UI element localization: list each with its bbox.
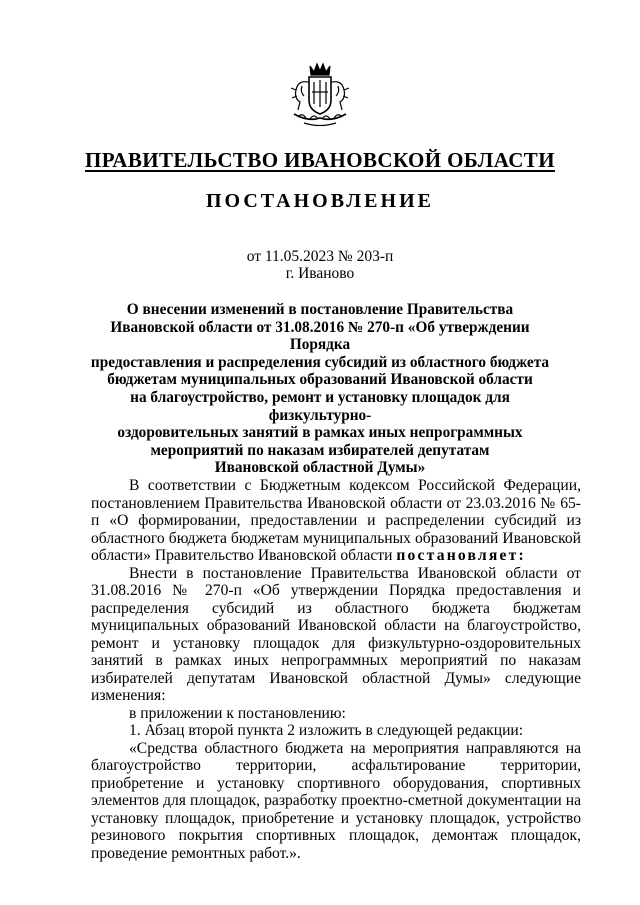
preamble-text: В соответствии с Бюджетным кодексом Российской Федерации, постановлением Правительства Ивановской области от 23.03.2016 № 65-п «О формировании, предоставлении и распределении субсидий из областного бюджета бюджетам муниципальных образований Ивановской области» Правительство Ивановской области — [91, 477, 581, 564]
subject-line: оздоровительных занятий в рамках иных непрограммных — [117, 424, 523, 442]
document-meta — [0, 248, 640, 282]
paragraph: Внести в постановление Правительства Ивановской области от 31.08.2016 № 270-п «Об утверждении Порядка предоставления и распределения субсидий из областного бюджета бюджетам муниципальных образований Ивановской области на благоустройство, ремонт и установку площадок для физкультурно-оздоровительных занятий в рамках иных непрограммных мероприятий по наказам избирателей депутатам Ивановской областной Думы» следующие изменения: — [91, 564, 581, 704]
document-type: ПОСТАНОВЛЕНИЕ — [206, 190, 434, 212]
subject-line: предоставления и распределения субсидий из областного бюджета — [90, 353, 550, 371]
document-subject — [80, 301, 560, 477]
city: г. Иваново — [285, 265, 355, 282]
paragraph: 1. Абзац второй пункта 2 изложить в следующей редакции: — [129, 722, 524, 739]
subject-line: Ивановской области от 31.08.2016 № 270-п «Об утверждении Порядка — [110, 318, 530, 354]
document-body — [91, 477, 581, 862]
subject-line: мероприятий по наказам избирателей депутатам — [150, 441, 490, 459]
coat-of-arms-icon — [288, 62, 352, 128]
subject-line: на благоустройство, ремонт и установку площадок для физкультурно- — [130, 388, 510, 424]
subject-line: О внесении изменений в постановление Правительства — [126, 301, 514, 318]
subject-line: бюджетам муниципальных образований Ивановской области — [107, 371, 533, 389]
paragraph: в приложении к постановлению: — [129, 704, 346, 722]
decree-verb: постановляет: — [396, 547, 526, 564]
paragraph-preamble — [91, 477, 581, 565]
issuing-authority: ПРАВИТЕЛЬСТВО ИВАНОВСКОЙ ОБЛАСТИ — [85, 148, 555, 172]
date-number: от 11.05.2023 № 203-п — [246, 248, 394, 265]
paragraph: «Средства областного бюджета на мероприятия направляются на благоустройство территории, асфальтирование территории, приобретение и установку спортивного оборудования, спортивных элементов для площадок, разработку проектно-сметной документации на установку площадок, приобретение и установку площадок, устройство резинового покрытия спортивных площадок, демонтаж площадок, проведение ремонтных работ.». — [91, 739, 581, 862]
subject-line: Ивановской областной Думы» — [214, 459, 426, 477]
